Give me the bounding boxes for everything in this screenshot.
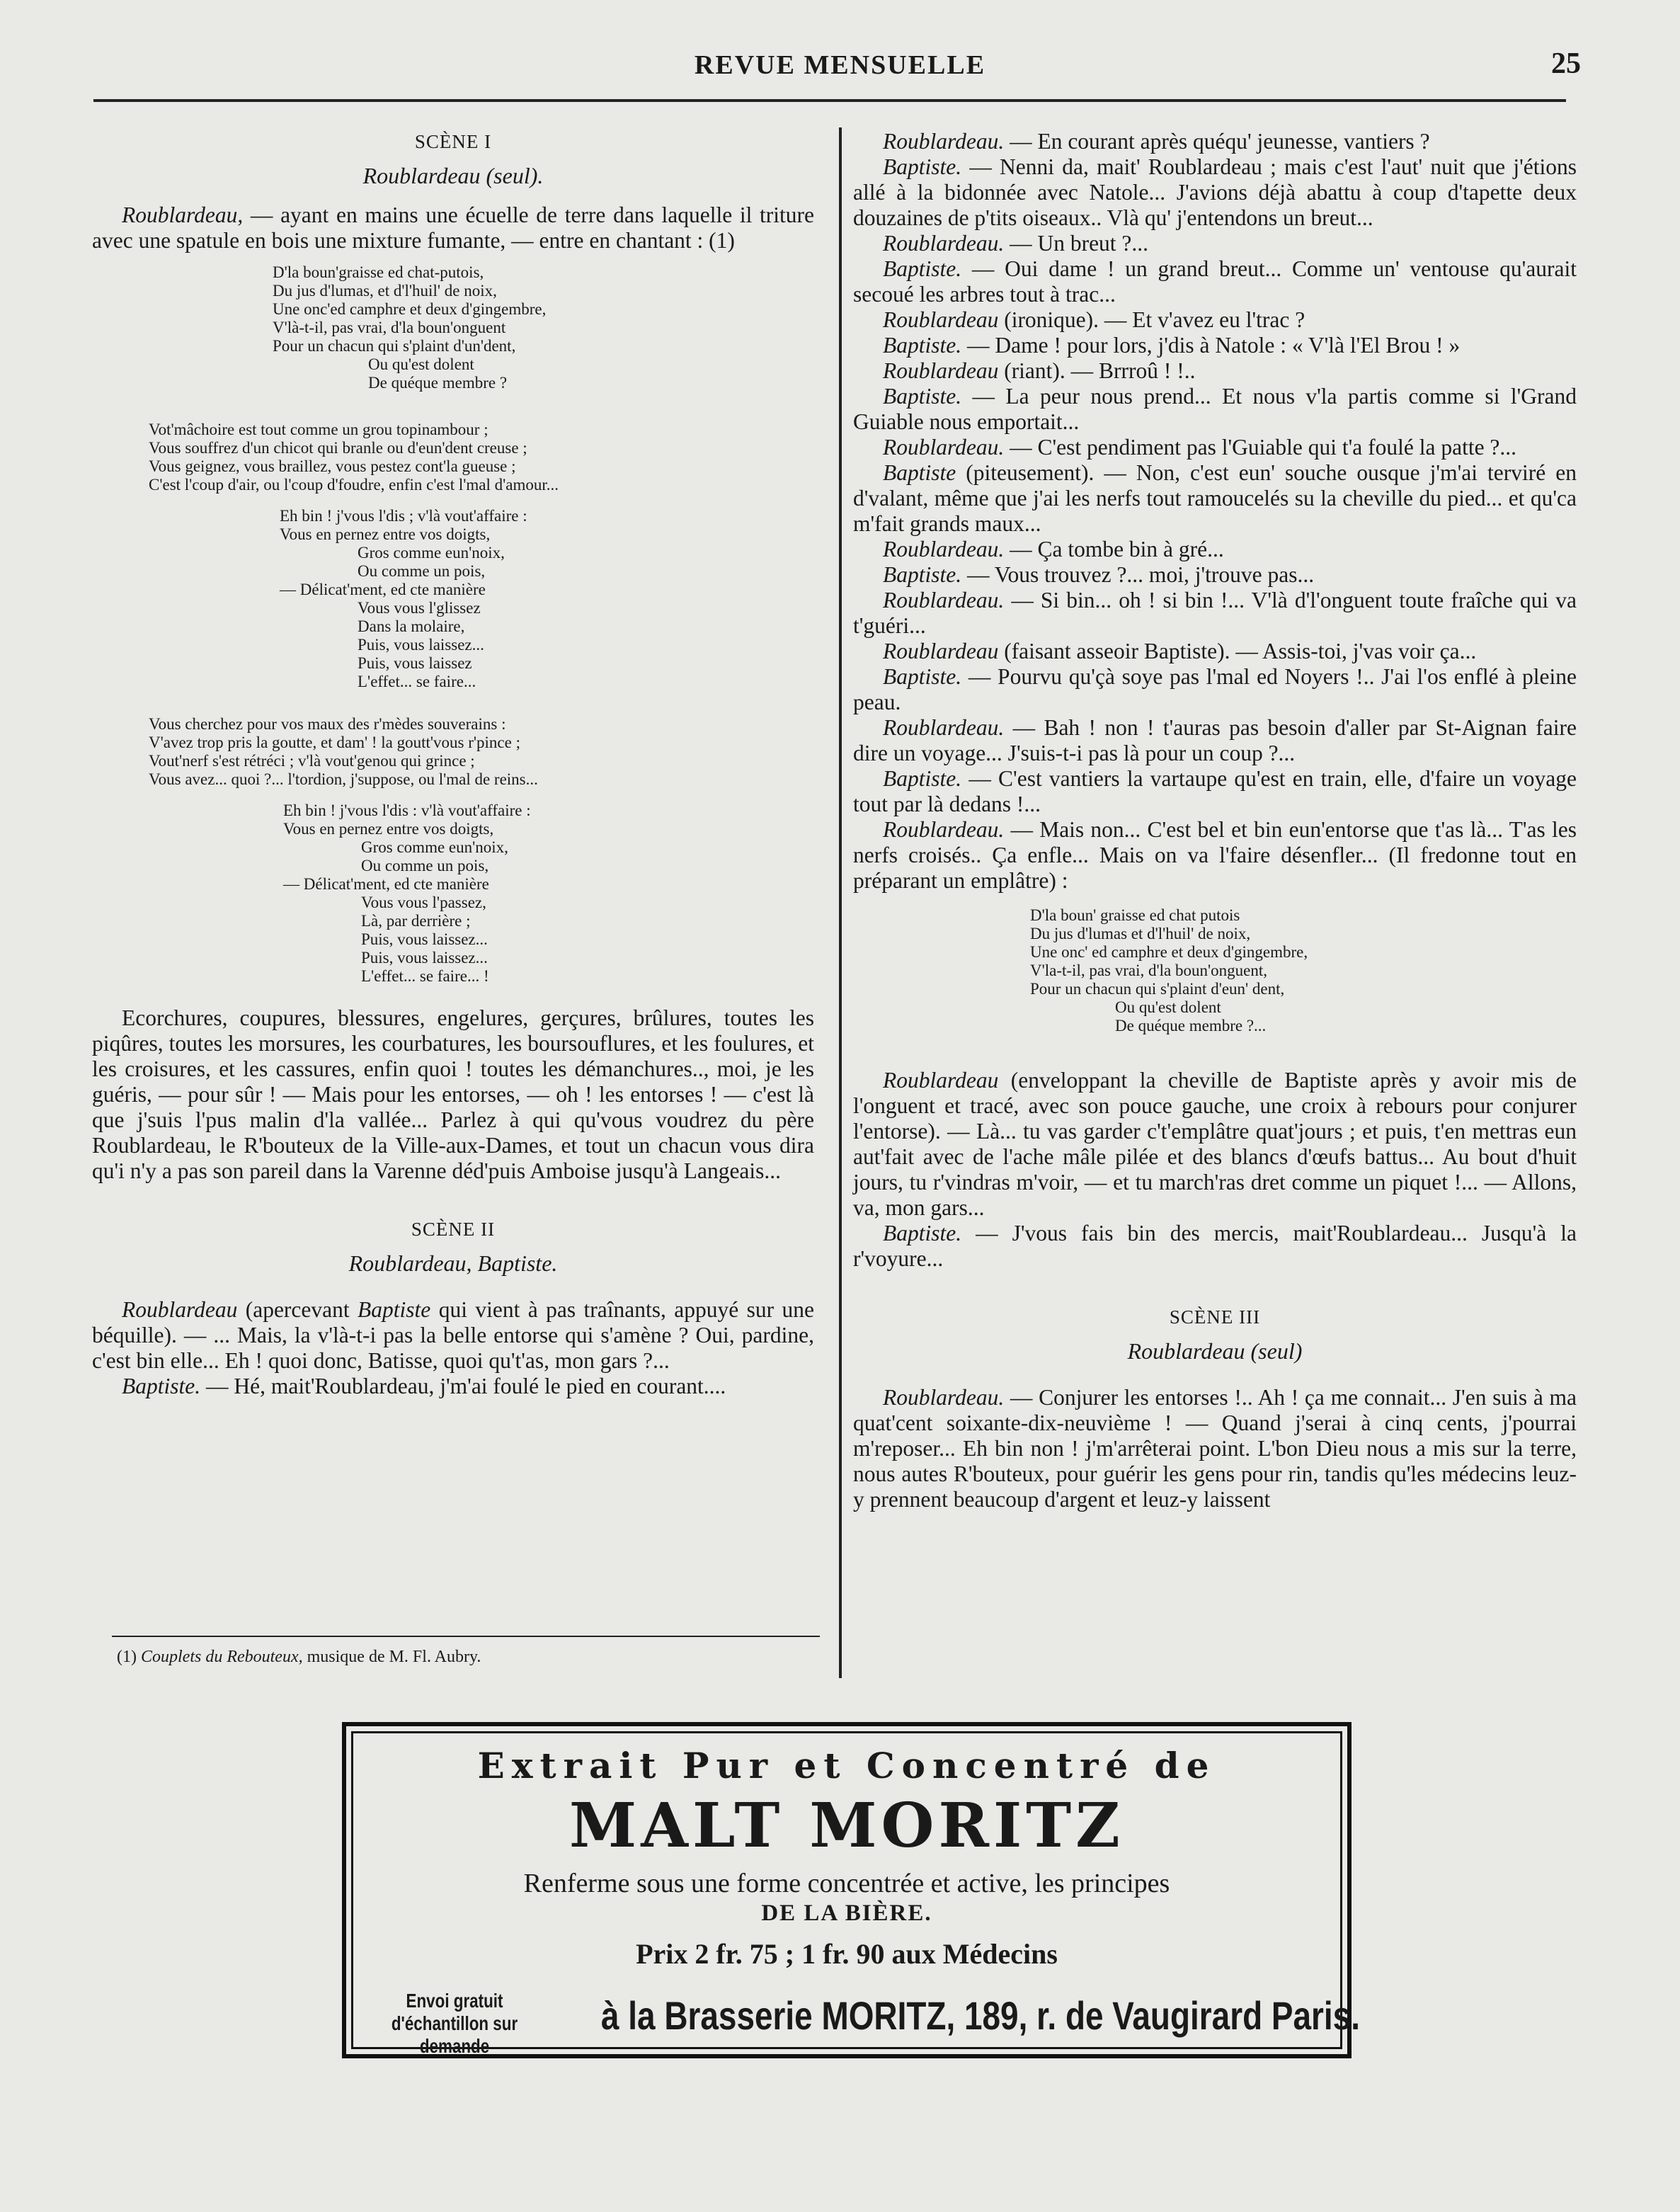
ad-brand-name: MALT MORITZ [569, 1790, 1124, 1862]
dialogue-paragraph: Roublardeau. — Conjurer les entorses !.. Ah ! ça me connait... J'en suis à ma quat'cent soixante-dix-neuvième ! — Quand j'serai à cinq cents, j'pourrai m'reposer... Eh bin non ! j'm'arrêterai point. L'bon Dieu nous a mis sur la terre, nous autes R'bouteux, pour guérir les gens pour rin, tandis qu'les médecins leuz-y prennent beaucoup d'argent et leuz-y laissent [853, 1385, 1577, 1512]
speaker-name: Baptiste [883, 460, 956, 485]
speaker-name: Roublardeau. [883, 588, 1005, 612]
dialogue-line [853, 358, 1577, 384]
verse-block: Vous cherchez pour vos maux des r'mèdes souverains : V'avez trop pris la goutte, et dam' ! la goutt'vous r'pince ; Vout'nerf s'est rétréci ; v'là vout'genou qui grince ; Vous avez... quoi ?... l'tordion, j'suppose, ou l'mal de reins... [149, 715, 538, 788]
dialogue-text: (riant). — Brrroû ! !.. [1004, 358, 1196, 383]
prose-paragraph: Ecorchures, coupures, blessures, engelures, gerçures, brûlures, toutes les piqûres, toutes les morsures, les courbatures, les boursouflures, et les foulures, et les croisures, et les cassures, enfin quoi ! toutes les démanchures.., moi, je les guéris, — pour sûr ! — Mais pour les entorses, — oh ! les entorses ! — c'est là que j'suis l'pus malin d'la vallée... Parlez à qui qu'vous voudrez du père Roublardeau, le R'bouteux de la Ville-aux-Dames, et tout un chacun vous dira qu'i n'y a pas son pareil dans la Varenne déd'puis Amboise jusqu'à Langeais... [92, 1005, 814, 1183]
dialogue-text: — Oui dame ! un grand breut... Comme un' ventouse qu'aurait secoué les arbres tout à trac... [853, 256, 1577, 307]
verse-block: D'la boun' graisse ed chat putois Du jus d'lumas et d'l'huil' de noix, Une onc' ed camphre et deux d'gingembre, V'la-t-il, pas vrai, d'la boun'onguent, Pour un chacun qui s'plaint d'eun' dent, Ou qu'est dolent De quéque membre ?... [1030, 906, 1308, 1034]
dialogue-line [853, 129, 1577, 154]
verse-block: Vot'mâchoire est tout comme un grou topinambour ; Vous souffrez d'un chicot qui branle ou d'eun'dent creuse ; Vous geignez, vous braillez, vous pestez cont'la gueuse ; C'est l'coup d'air, ou l'coup d'foudre, enfin c'est l'mal d'amour... [149, 421, 559, 494]
scene-cast: Roublardeau (seul). [362, 163, 544, 188]
ad-description: Renferme sous une forme concentrée et active, les principes [523, 1869, 1170, 1898]
refrain-block: Eh bin ! j'vous l'dis : v'là vout'affaire : Vous en pernez entre vos doigts, Gros comme eun'noix, Ou comme un pois, — Délicat'ment, ed cte manière Vous vous l'passez, Là, par derrière ; Puis, vous laissez... Puis, vous laissez... L'effet... se faire... ! [283, 802, 531, 985]
dialogue-text: (ironique). — Et v'avez eu l'trac ? [1004, 307, 1305, 332]
ad-tagline: Extrait Pur et Concentré de [477, 1745, 1216, 1786]
dialogue-text: — Un breut ?... [1010, 231, 1149, 256]
speaker-name: Roublardeau. [883, 231, 1005, 256]
ad-product: DE LA BIÈRE. [761, 1900, 932, 1926]
speaker-name: Roublardeau [883, 358, 999, 383]
speaker-name: Baptiste. [883, 154, 962, 179]
column-divider [839, 127, 842, 1678]
scene-heading: SCÈNE II [411, 1219, 496, 1240]
scene-cast: Roublardeau, Baptiste. [348, 1250, 558, 1276]
speaker-name: Baptiste. [883, 333, 962, 358]
dialogue-text: — En courant après quéqu' jeunesse, vantiers ? [1010, 129, 1430, 154]
dialogue-lines [853, 129, 1577, 894]
dialogue-line [853, 435, 1577, 460]
speaker-name: Roublardeau. [883, 715, 1005, 740]
dialogue-text: — Dame ! pour lors, j'dis à Natole : « V'là l'El Brou ! » [967, 333, 1461, 358]
left-column [92, 129, 814, 1399]
scene-heading: SCÈNE I [414, 131, 492, 152]
dialogue-paragraph: Baptiste. — Hé, mait'Roublardeau, j'm'ai foulé le pied en courant.... [122, 1374, 726, 1398]
dialogue-line [853, 537, 1577, 562]
speaker-name: Roublardeau [883, 307, 999, 332]
dialogue-text: — Nenni da, mait' Roublardeau ; mais c'est l'aut' nuit que j'étions allé à la bidonnée avec Natole... J'avions déjà abattu à coup d'tapette deux douzaines de p'tits oiseaux.. Vlà qu' j'entendons un breut... [853, 154, 1577, 230]
verse-block: D'la boun'graisse ed chat-putois, Du jus d'lumas, et d'l'huil' de noix, Une onc'ed camphre et deux d'gingembre, V'là-t-il, pas vrai, d'la boun'onguent Pour un chacun qui s'plaint d'un'dent, Ou qu'est dolent De quéque membre ? [273, 263, 547, 392]
footnote-rule [112, 1636, 820, 1637]
dialogue-text: — C'est pendiment pas l'Guiable qui t'a foulé la patte ?... [1010, 435, 1517, 460]
running-header: REVUE MENSUELLE [694, 50, 986, 80]
dialogue-line [853, 766, 1577, 817]
speaker-name: Roublardeau. [883, 129, 1005, 154]
speaker-name: Baptiste. [883, 766, 962, 791]
dialogue-text: — Si bin... oh ! si bin !... V'là d'l'onguent toute fraîche qui va t'guéri... [853, 588, 1577, 638]
dialogue-line [853, 154, 1577, 231]
footnote: (1) Couplets du Rebouteux, musique de M. Fl. Aubry. [117, 1648, 481, 1666]
header-rule [93, 99, 1566, 102]
dialogue-paragraph: Roublardeau (apercevant Baptiste qui vient à pas traînants, appuyé sur une béquille). — ... Mais, la v'là-t-i pas la belle entorse qui s'amène ? Oui, pardine, c'est bin elle... Eh ! quoi donc, Batisse, quoi qu't'as, mon gars ?... [92, 1297, 814, 1373]
dialogue-text: — La peur nous prend... Et nous v'la partis comme si l'Grand Guiable nous emportait... [853, 384, 1577, 434]
speaker-name: Baptiste. [883, 562, 962, 587]
stage-direction: Roublardeau, — ayant en mains une écuelle de terre dans laquelle il triture avec une spatule en bois une mixture fumante, — entre en chantant : (1) [92, 203, 815, 253]
speaker-name: Roublardeau. [883, 817, 1005, 842]
speaker-name: Roublardeau. [883, 435, 1005, 460]
dialogue-text: (faisant asseoir Baptiste). — Assis-toi, j'vas voir ça... [1004, 639, 1477, 663]
dialogue-line [853, 333, 1577, 358]
dialogue-text: — Pourvu qu'çà soye pas l'mal ed Noyers !.. J'ai l'os enflé à pleine peau. [853, 664, 1577, 714]
dialogue-text: (piteusement). — Non, c'est eun' souche ousque j'm'ai terviré en d'valant, même que j'ai les nerfs tout ramoucelés su la cheville du pied... et qu'ca m'fait grands maux... [853, 460, 1577, 536]
dialogue-line [853, 817, 1577, 894]
dialogue-text: — Bah ! non ! t'auras pas besoin d'aller par St-Aignan faire dire un voyage... J'suis-t-i pas là pour un coup ?... [853, 715, 1577, 765]
advertisement-box [342, 1722, 1360, 2058]
refrain-block: Eh bin ! j'vous l'dis ; v'là vout'affaire : Vous en pernez entre vos doigts, Gros comme eun'noix, Ou comme un pois, — Délicat'ment, ed cte manière Vous vous l'glissez Dans la molaire, Puis, vous laissez... Puis, vous laissez L'effet... se faire... [280, 507, 527, 690]
speaker-name: Baptiste. [883, 256, 962, 281]
dialogue-line [853, 562, 1577, 588]
scene-cast: Roublardeau (seul) [1127, 1338, 1303, 1364]
scene-heading: SCÈNE III [1169, 1306, 1261, 1328]
dialogue-line [853, 639, 1577, 664]
dialogue-line [853, 384, 1577, 435]
dialogue-line [853, 256, 1577, 307]
dialogue-text: — Vous trouvez ?... moi, j'trouve pas... [967, 562, 1315, 587]
dialogue-text: — C'est vantiers la vartaupe qu'est en train, elle, d'faire un voyage tout par là dedans !... [853, 766, 1577, 816]
right-column [853, 129, 1577, 1512]
page-number: 25 [1551, 47, 1581, 80]
dialogue-line [853, 664, 1577, 715]
dialogue-line [853, 460, 1577, 537]
dialogue-line [853, 307, 1577, 333]
speaker-name: Roublardeau [883, 639, 999, 663]
speaker-name: Baptiste. [883, 664, 962, 689]
dialogue-line [853, 715, 1577, 766]
speaker-name: Roublardeau. [883, 537, 1005, 561]
dialogue-paragraph: Baptiste. — J'vous fais bin des mercis, mait'Roublardeau... Jusqu'à la r'voyure... [853, 1221, 1577, 1271]
ad-sample-offer: Envoi gratuit d'échantillon sur demande [391, 1990, 518, 2057]
speaker-name: Baptiste. [883, 384, 962, 409]
dialogue-line [853, 588, 1577, 639]
dialogue-paragraph: Roublardeau (enveloppant la cheville de Baptiste après y avoir mis de l'onguent et tracé, avec son pouce gauche, une croix à rebours pour conjurer l'entorse). — Là... tu vas garder c't'emplâtre quat'jours ; et puis, t'en mettras eun aut'fait avec de l'ache mâle pilée et des blancs d'œufs battus... Au bout d'huit jours, tu r'vindras m'voir, — et tu march'ras dret comme un piquet !... — Allons, va, mon gars... [853, 1068, 1577, 1220]
dialogue-text: — Mais non... C'est bel et bin eun'entorse que t'as là... T'as les nerfs croisés.. Ça enfle... Mais on va l'faire désenfler... (Il fredonne tout en préparant un emplâtre) : [853, 817, 1577, 893]
ad-price: Prix 2 fr. 75 ; 1 fr. 90 aux Médecins [636, 1938, 1058, 1970]
dialogue-text: — Ça tombe bin à gré... [1010, 537, 1224, 561]
dialogue-line [853, 231, 1577, 256]
ad-address: à la Brasserie MORITZ, 189, r. de Vaugirard Paris. [601, 1993, 1360, 2038]
